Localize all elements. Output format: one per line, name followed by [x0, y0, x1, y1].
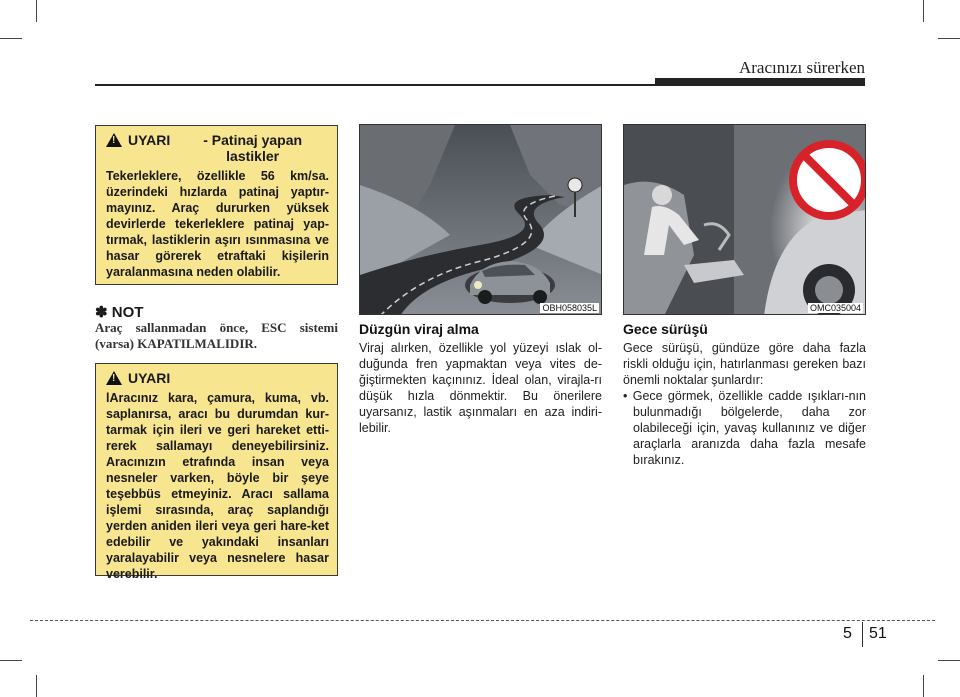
- warning-body: lAracınız kara, çamura, kuma, vb. saplanırsa, aracı bu durumdan kur-tarmak için ileri ve geri hareket etti-rerek sallamayı deneyebilirsiniz. Aracınızın etrafında insan veya nesneler varken, böyle bir şeye teşebbüs etmeyiniz. Aracı sallama işlemi sırasında, araç saplandığı yerden aniden ileri veya geri hare-ket edebilir ve yakındaki insanları yaralayabilir veya nesnelere hasar verebilir.: [106, 391, 329, 581]
- warning-box-rocking: [95, 363, 338, 581]
- crop-mark: [938, 660, 960, 661]
- crop-mark: [923, 675, 924, 697]
- warning-subtitle: - Patinaj yapan lastikler: [203, 132, 303, 164]
- warning-icon: [106, 133, 122, 147]
- warning-title: [106, 132, 329, 164]
- winding-road-illustration: [360, 125, 602, 315]
- crop-mark: [938, 38, 960, 39]
- photo-code: OMC035004: [809, 303, 861, 313]
- warning-title: [106, 370, 329, 386]
- crop-mark: [0, 38, 22, 39]
- night-driving-illustration: [624, 125, 866, 315]
- crop-mark: [923, 0, 924, 22]
- footer-page-separator: [862, 622, 863, 647]
- warning-label: UYARI: [128, 370, 171, 386]
- footer-section-number: 5: [843, 625, 852, 642]
- warning-label: UYARI: [128, 132, 171, 148]
- warning-box-tire-spin: [95, 125, 338, 285]
- section-title-night-driving: Gece sürüşü: [623, 321, 708, 337]
- list-item: • Gece görmek, özellikle cadde ışıkları-nın bulunmadığı bölgelerde, daha zor olabileceği için, yavaş kullanınız ve diğer araçlarla aranızda daha fazla mesafe bırakınız.: [623, 389, 866, 467]
- crop-mark: [36, 675, 37, 697]
- note-title: ✽ NOT: [95, 304, 144, 321]
- footer-page-number: 51: [869, 625, 887, 642]
- crop-mark: [36, 0, 37, 22]
- footer-divider: [30, 620, 935, 621]
- warning-body: Tekerleklere, özellikle 56 km/sa. üzerindeki hızlarda patinaj yaptır-mayınız. Araç dururken yüksek devirlerde tekerleklere patinaj yap-tırmak, lastiklerin aşırı ısınmasına ve hasar görerek etraftaki kişilerin yaralanmasına neden olabilir.: [106, 169, 329, 279]
- section-body-smooth-cornering: Viraj alırken, özellikle yol yüzeyi ıslak ol-duğunda fren yapmaktan veya vites de-ğiştirmekten kaçınınız. İdeal olan, virajla-rı düşük hızla dönmektir. Bu önerilere uyarsanız, lastik aşınmaları en aza indiri-lebilir.: [359, 341, 602, 435]
- photo-winding-road: [359, 124, 602, 315]
- section-body-night-driving: Gece sürüşü, gündüze göre daha fazla riskli olduğu için, hatırlanması gereken bazı önemli noktalar şunlardır:: [623, 341, 866, 387]
- crop-mark: [0, 660, 22, 661]
- header-rule: [95, 84, 865, 86]
- photo-code: OBH058035L: [542, 303, 597, 313]
- section-title-smooth-cornering: Düzgün viraj alma: [359, 321, 479, 337]
- warning-icon: [106, 371, 122, 385]
- note-body: Araç sallanmadan önce, ESC sistemi (varsa) KAPATILMALIDIR.: [95, 320, 338, 351]
- page-header-title: Aracınızı sürerken: [738, 58, 865, 77]
- photo-night-driving: [623, 124, 866, 315]
